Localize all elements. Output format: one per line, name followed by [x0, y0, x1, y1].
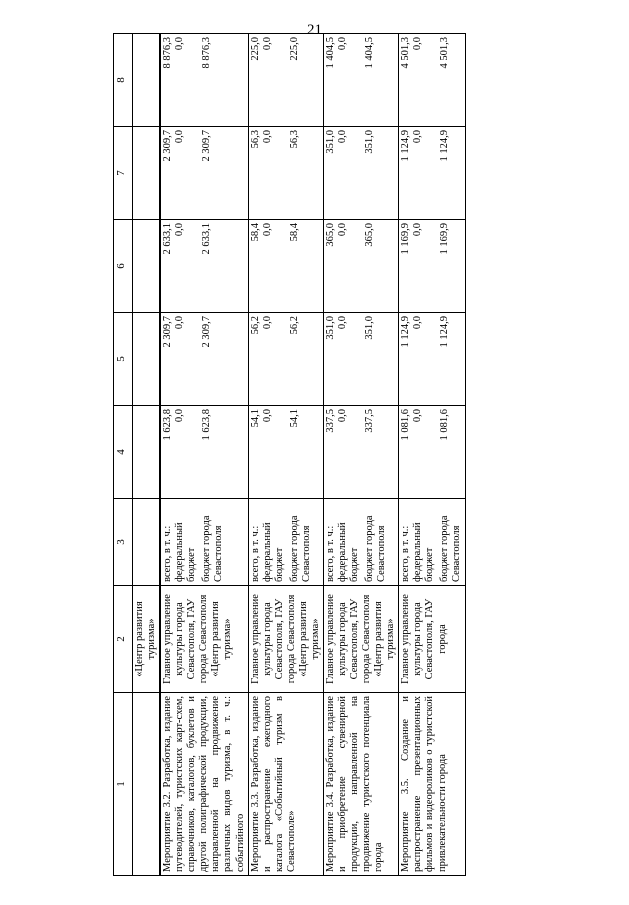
- header-cell: 8: [114, 34, 133, 127]
- value-cell: [248, 127, 323, 220]
- amount-value: 0,0: [174, 223, 186, 237]
- funding-source-label: всего, в т. ч.:: [249, 525, 261, 582]
- value-cell: [161, 406, 248, 499]
- amount-value: 0,0: [261, 37, 273, 51]
- funding-source-label: всего, в т. ч.:: [162, 525, 174, 582]
- funding-source-label: федеральный бюджет: [337, 522, 361, 582]
- amount-value: 2 633,1: [162, 223, 174, 255]
- amount-value: 225,0: [249, 37, 261, 61]
- amount-value: 0,0: [174, 37, 186, 51]
- value-cell: [161, 34, 248, 127]
- value-cell: [248, 34, 323, 127]
- amount-value: 2 309,7: [201, 130, 213, 162]
- amount-value: 0,0: [412, 223, 424, 237]
- executor-cell: Главное управление культуры города Севастополя, ГАУ города Севастополя «Центр развития туризма»: [323, 586, 398, 693]
- value-cell: [323, 313, 398, 406]
- amount-value: 337,5: [324, 409, 336, 433]
- amount-value: 54,1: [288, 409, 300, 428]
- amount-value: 0,0: [412, 37, 424, 51]
- budget-table: [113, 33, 160, 876]
- amount-value: 0,0: [261, 223, 273, 237]
- value-cell: [161, 127, 248, 220]
- amount-value: 351,0: [364, 316, 375, 340]
- amount-value: 1 124,9: [439, 130, 451, 162]
- value-cell: [248, 406, 323, 499]
- amount-value: 1 124,9: [400, 316, 412, 348]
- table-row: [399, 34, 465, 876]
- sources-cell: [399, 499, 465, 586]
- amount-value: 351,0: [324, 130, 336, 154]
- value-cell: [161, 220, 248, 313]
- executor-cell: «Центр развития туризма»: [133, 586, 160, 693]
- executor-cell: Главное управление культуры города Севастополя, ГАУ города Севастополя «Центр развития туризма»: [161, 586, 248, 693]
- funding-source-label: бюджет города Севастополя: [439, 515, 463, 582]
- amount-value: 1 623,8: [201, 409, 213, 441]
- amount-value: 1 404,5: [364, 37, 375, 69]
- value-cell: [133, 313, 160, 406]
- table-row: [248, 34, 323, 876]
- amount-value: 1 081,6: [400, 409, 412, 441]
- amount-value: 58,4: [249, 223, 261, 242]
- amount-value: 1 169,9: [400, 223, 412, 255]
- amount-value: 54,1: [249, 409, 261, 428]
- amount-value: 56,2: [249, 316, 261, 335]
- amount-value: 0,0: [412, 409, 424, 423]
- amount-value: 56,2: [288, 316, 300, 335]
- amount-value: 365,0: [324, 223, 336, 247]
- executor-cell: Главное управление культуры города Севастополя, ГАУ города Севастополя «Центр развития туризма»: [248, 586, 323, 693]
- amount-value: 56,3: [249, 130, 261, 149]
- page-number: 21: [307, 22, 322, 38]
- funding-source-label: всего, в т. ч.:: [324, 525, 336, 582]
- amount-value: 0,0: [174, 316, 186, 330]
- funding-source-label: бюджет города Севастополя: [364, 515, 388, 582]
- funding-source-label: бюджет города Севастополя: [201, 515, 225, 582]
- amount-value: 56,3: [288, 130, 300, 149]
- amount-value: 351,0: [364, 130, 375, 154]
- amount-value: 1 169,9: [439, 223, 451, 255]
- budget-table-body: [160, 33, 465, 876]
- value-cell: [133, 127, 160, 220]
- amount-value: 0,0: [261, 130, 273, 144]
- amount-value: 0,0: [337, 409, 348, 423]
- amount-value: 2 309,7: [201, 316, 213, 348]
- header-cell: 6: [114, 220, 133, 313]
- table-row: [323, 34, 398, 876]
- value-cell: [248, 220, 323, 313]
- amount-value: 8 876,3: [162, 37, 174, 69]
- activity-cell: Мероприятие 3.3. Разработка, издание и распространение ежегодного каталога «Событийный туризм в Севастополе»: [248, 693, 323, 876]
- amount-value: 2 633,1: [201, 223, 213, 255]
- amount-value: 0,0: [174, 130, 186, 144]
- value-cell: [399, 220, 465, 313]
- amount-value: 4 501,3: [400, 37, 412, 69]
- amount-value: 0,0: [337, 130, 348, 144]
- amount-value: 1 124,9: [439, 316, 451, 348]
- table-row-continuation: [133, 34, 160, 876]
- amount-value: 337,5: [364, 409, 375, 433]
- table-row: [161, 34, 248, 876]
- amount-value: 365,0: [364, 223, 375, 247]
- sources-cell: [161, 499, 248, 586]
- amount-value: 2 309,7: [162, 130, 174, 162]
- activity-cell: Мероприятие 3.4. Разработка, издание и приобретение сувенирной продукции, направленной на продвижение туристского потенциала города: [323, 693, 398, 876]
- executor-cell: Главное управление культуры города Севастополя, ГАУ города: [399, 586, 465, 693]
- amount-value: 0,0: [337, 223, 348, 237]
- sources-cell: [248, 499, 323, 586]
- amount-value: 2 309,7: [162, 316, 174, 348]
- value-cell: [133, 220, 160, 313]
- amount-value: 225,0: [288, 37, 300, 61]
- amount-value: 0,0: [261, 316, 273, 330]
- amount-value: 0,0: [174, 409, 186, 423]
- value-cell: [248, 313, 323, 406]
- sources-cell: [133, 499, 160, 586]
- value-cell: [399, 34, 465, 127]
- value-cell: [399, 313, 465, 406]
- amount-value: 1 081,6: [439, 409, 451, 441]
- amount-value: 0,0: [412, 316, 424, 330]
- activity-cell: Мероприятие 3.5. Создание и распространение презентационных фильмов и видеороликов о туристской привлекательности города: [399, 693, 465, 876]
- amount-value: 58,4: [288, 223, 300, 242]
- amount-value: 0,0: [337, 316, 348, 330]
- value-cell: [161, 313, 248, 406]
- header-cell: 2: [114, 586, 133, 693]
- header-cell: 1: [114, 693, 133, 876]
- value-cell: [323, 127, 398, 220]
- amount-value: 0,0: [337, 37, 348, 51]
- activity-cell: Мероприятие 3.2. Разработка, издание путеводителей, туристских карт-схем, справочников, каталогов, буклетов и другой полиграфической продукции, направленной на продвижение различных видов туризма, в т. ч.: событийного: [161, 693, 248, 876]
- header-cell: 3: [114, 499, 133, 586]
- funding-source-label: федеральный бюджет: [412, 522, 436, 582]
- amount-value: 351,0: [324, 316, 336, 340]
- amount-value: 8 876,3: [201, 37, 213, 69]
- amount-value: 1 623,8: [162, 409, 174, 441]
- value-cell: [323, 220, 398, 313]
- funding-source-label: федеральный бюджет: [174, 522, 198, 582]
- amount-value: 0,0: [261, 409, 273, 423]
- amount-value: 4 501,3: [439, 37, 451, 69]
- activity-cell: [133, 693, 160, 876]
- sources-cell: [323, 499, 398, 586]
- value-cell: [399, 127, 465, 220]
- value-cell: [133, 406, 160, 499]
- amount-value: 0,0: [412, 130, 424, 144]
- table-header-row: [114, 34, 133, 876]
- header-cell: 7: [114, 127, 133, 220]
- value-cell: [399, 406, 465, 499]
- rotated-table-wrapper: [113, 37, 623, 876]
- value-cell: [323, 406, 398, 499]
- funding-source-label: бюджет города Севастополя: [288, 515, 312, 582]
- value-cell: [133, 34, 160, 127]
- header-cell: 5: [114, 313, 133, 406]
- funding-source-label: всего, в т. ч.:: [400, 525, 412, 582]
- amount-value: 1 124,9: [400, 130, 412, 162]
- value-cell: [323, 34, 398, 127]
- amount-value: 1 404,5: [324, 37, 336, 69]
- header-cell: 4: [114, 406, 133, 499]
- funding-source-label: федеральный бюджет: [261, 522, 285, 582]
